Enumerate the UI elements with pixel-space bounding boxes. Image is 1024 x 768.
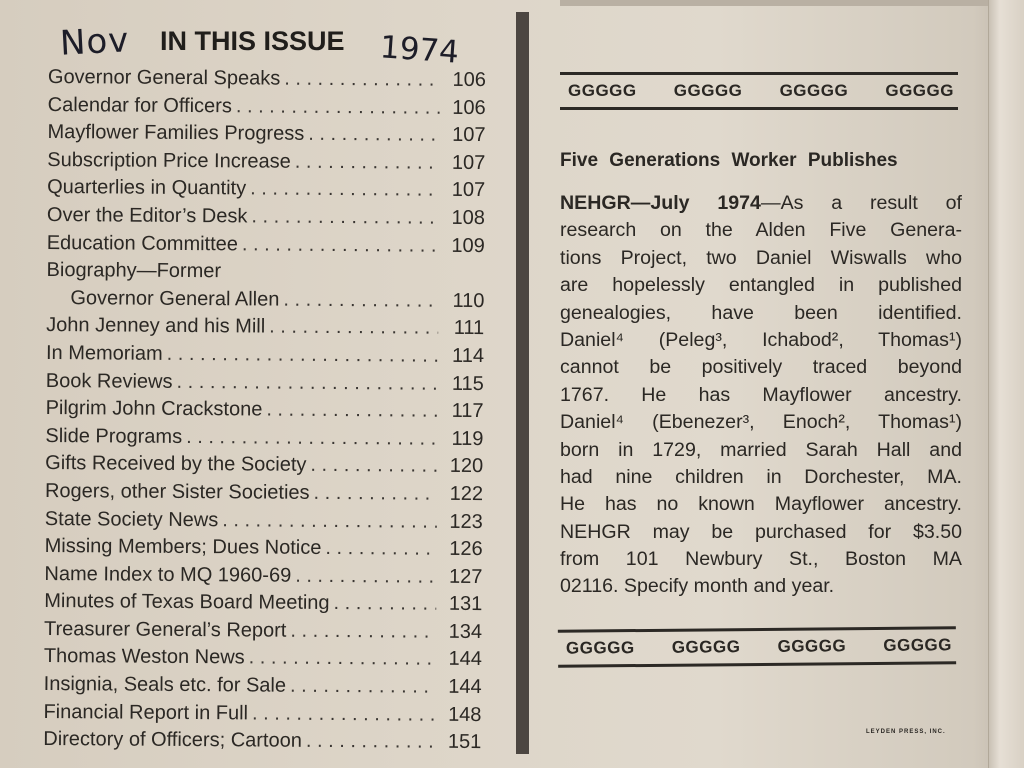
toc-entry-page: 106 — [452, 68, 486, 92]
toc-entry-page: 127 — [448, 565, 483, 588]
table-of-contents — [43, 66, 486, 759]
g-ornament: GGGGG — [883, 635, 953, 655]
article-line-text: —As a result of — [760, 192, 963, 214]
toc-entry-page: 119 — [451, 427, 484, 450]
g-ornament: GGGGG — [779, 81, 849, 100]
toc-entry-title: Biography—Former — [46, 259, 222, 283]
issue-title: IN THIS ISSUE — [160, 26, 345, 56]
toc-entry — [44, 645, 482, 676]
toc-entry — [43, 701, 481, 732]
toc-entry-page: 117 — [451, 399, 484, 423]
g-ornament: GGGGG — [568, 81, 637, 100]
toc-leader-dots — [308, 123, 439, 147]
toc-leader-dots — [176, 370, 437, 395]
toc-entry-title: Rogers, other Sister Societies — [44, 479, 310, 504]
toc-leader-dots — [284, 68, 440, 92]
toc-entry — [45, 507, 483, 538]
toc-entry — [46, 370, 484, 401]
toc-entry-title: Governor General Speaks — [47, 66, 281, 90]
g-ornament-row — [560, 75, 958, 107]
toc-entry-page: 122 — [449, 482, 484, 505]
toc-entry-title: State Society News — [44, 507, 219, 531]
toc-entry-title: Over the Editor’s Desk — [46, 203, 248, 228]
toc-entry-title: Directory of Officers; Cartoon — [43, 728, 302, 753]
toc-leader-dots — [249, 647, 436, 671]
handwritten-year: 1974 — [378, 29, 461, 71]
toc-leader-dots — [242, 233, 439, 257]
toc-entry — [45, 425, 483, 456]
toc-entry-title: Name Index to MQ 1960-69 — [44, 562, 292, 587]
toc-entry-page: 134 — [448, 620, 483, 643]
toc-entry — [43, 728, 481, 759]
toc-entry-page: 126 — [449, 537, 483, 561]
toc-entry-title: Gifts Received by the Society — [45, 452, 307, 477]
toc-entry-title: Minutes of Texas Board Meeting — [44, 590, 330, 615]
toc-entry-page: 109 — [451, 234, 485, 257]
toc-entry — [44, 673, 482, 704]
toc-entry-title: Pilgrim John Crackstone — [45, 397, 263, 421]
toc-entry-title: Education Committee — [46, 231, 239, 255]
article-line: 02116. Specify month and year. — [560, 575, 835, 598]
g-ornament: GGGGG — [671, 637, 741, 657]
toc-entry-page: 144 — [448, 675, 482, 699]
toc-entry — [47, 149, 485, 180]
g-ornament-row — [558, 629, 956, 664]
toc-entry-page: 114 — [452, 344, 485, 367]
toc-entry — [47, 204, 485, 235]
page-gutter-edge — [988, 0, 1024, 768]
toc-entry — [47, 121, 485, 152]
toc-leader-dots — [252, 702, 436, 726]
toc-leader-dots — [269, 316, 438, 340]
handwritten-month: Nov — [59, 20, 131, 64]
toc-leader-dots — [283, 288, 438, 312]
toc-leader-dots — [310, 454, 437, 478]
toc-leader-dots — [266, 399, 437, 423]
toc-leader-dots — [314, 482, 438, 506]
article-line: tions Project, two Daniel Wiswalls who — [560, 246, 962, 269]
toc-entry — [44, 618, 482, 649]
issue-header — [58, 10, 498, 71]
toc-entry-title: Thomas Weston News — [43, 645, 245, 669]
g-ornament: GGGGG — [673, 81, 743, 100]
toc-entry — [48, 66, 486, 97]
article-line: He has no known Mayflower ancestry. — [560, 493, 962, 516]
toc-entry — [46, 287, 484, 318]
toc-entry-title: Insignia, Seals etc. for Sale — [43, 673, 287, 697]
toc-entry — [45, 480, 483, 511]
toc-leader-dots — [295, 151, 440, 175]
article-line: Daniel⁴ (Ebenezer³, Enoch², Thomas¹) — [560, 411, 962, 434]
toc-leader-dots — [290, 620, 436, 644]
g-ornament: GGGGG — [565, 638, 635, 658]
article-dateline: NEHGR—July 1974 — [560, 192, 761, 214]
column-divider-bar — [516, 12, 529, 754]
article-line — [560, 190, 962, 217]
toc-leader-dots — [167, 343, 438, 368]
toc-entry — [47, 232, 485, 263]
toc-entry — [46, 342, 484, 373]
toc-leader-dots — [306, 730, 436, 754]
toc-entry-page: 110 — [452, 289, 485, 312]
g-ornament: GGGGG — [777, 636, 847, 656]
g-ornament-band-bottom — [558, 626, 956, 667]
toc-entry-page: 131 — [448, 593, 483, 616]
toc-entry-page: 111 — [453, 317, 485, 340]
toc-entry-page: 151 — [447, 731, 482, 754]
band-rule-bottom — [560, 107, 958, 110]
toc-entry — [45, 397, 483, 428]
article-line: genealogies, have been identified. — [560, 301, 962, 324]
article-line: cannot be positively traced beyond — [560, 356, 962, 379]
toc-entry-page: 144 — [448, 648, 482, 671]
adjacent-page-edge — [560, 0, 990, 6]
article-line: research on the Alden Five Genera- — [560, 219, 962, 242]
toc-entry-title: Subscription Price Increase — [47, 148, 291, 173]
toc-entry-page: 107 — [452, 124, 486, 147]
toc-entry-title: Slide Programs — [45, 424, 183, 448]
article-line: 1767. He has Mayflower ancestry. — [560, 383, 962, 406]
article-headline: Five Generations Worker Publishes — [560, 150, 898, 171]
g-ornament-band-top — [560, 72, 958, 110]
toc-entry — [44, 563, 482, 594]
toc-entry-page: 148 — [448, 703, 482, 726]
article-line: had nine children in Dorchester, MA. — [560, 465, 962, 488]
toc-entry-title: Treasurer General’s Report — [43, 617, 287, 642]
toc-leader-dots — [186, 426, 437, 451]
toc-entry-title: Book Reviews — [45, 369, 173, 393]
article-line: from 101 Newbury St., Boston MA — [560, 548, 962, 571]
article-line: are hopelessly entangled in published — [560, 274, 962, 297]
toc-entry-page: 123 — [449, 510, 483, 533]
toc-leader-dots — [250, 178, 439, 202]
toc-entry — [45, 452, 483, 483]
toc-entry — [44, 590, 482, 621]
toc-entry — [46, 259, 484, 290]
article-line: born in 1729, married Sarah Hall and — [560, 438, 962, 461]
toc-entry-title: Quarterlies in Quantity — [47, 176, 247, 200]
toc-entry — [46, 314, 484, 345]
toc-leader-dots — [222, 509, 437, 533]
article-line: NEHGR may be purchased for $3.50 — [560, 520, 962, 543]
toc-leader-dots — [236, 95, 440, 119]
toc-entry — [47, 176, 485, 207]
toc-entry-page: 115 — [451, 372, 484, 395]
toc-leader-dots — [334, 592, 437, 616]
toc-entry-page: 107 — [451, 179, 486, 202]
article-body — [560, 190, 962, 601]
toc-entry — [45, 535, 483, 566]
toc-entry-title: Mayflower Families Progress — [47, 121, 305, 145]
toc-entry — [48, 94, 486, 125]
toc-entry-title: Governor General Allen — [70, 286, 280, 311]
toc-entry-page: 120 — [449, 455, 484, 478]
toc-entry-title: John Jenney and his Mill — [46, 314, 266, 338]
article-line: Daniel⁴ (Peleg³, Ichabod², Thomas¹) — [560, 328, 962, 351]
toc-entry-page: 108 — [451, 206, 486, 230]
toc-leader-dots — [325, 537, 436, 561]
toc-entry-title: Calendar for Officers — [47, 93, 232, 117]
toc-leader-dots — [295, 564, 436, 588]
printer-credit: LEYDEN PRESS, INC. — [866, 729, 946, 735]
g-ornament: GGGGG — [885, 81, 954, 100]
toc-entry-title: Financial Report in Full — [43, 700, 249, 725]
toc-entry-page: 106 — [452, 96, 486, 119]
toc-entry-title: Missing Members; Dues Notice — [44, 535, 322, 560]
toc-leader-dots — [251, 205, 439, 229]
toc-leader-dots — [290, 675, 436, 699]
toc-entry-page: 107 — [451, 151, 486, 174]
toc-entry-title: In Memoriam — [45, 341, 163, 365]
